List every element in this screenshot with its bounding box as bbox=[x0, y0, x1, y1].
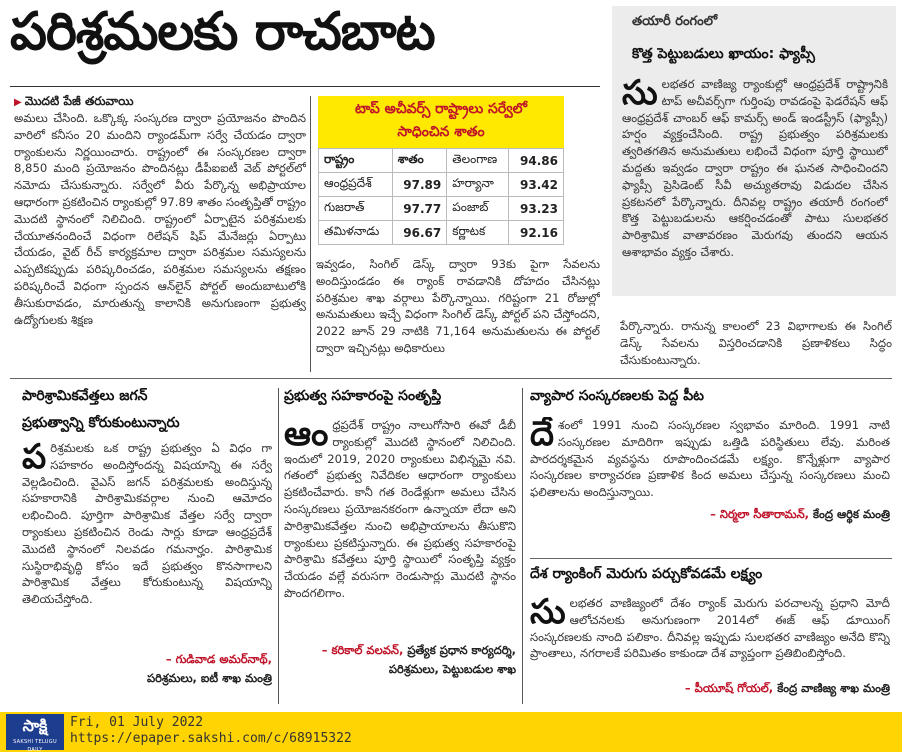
header-state: రాష్ట్రం bbox=[319, 149, 393, 173]
col3-text: పేర్కొన్నారు. రానున్న కాలంలో 23 విభాగాలకు ఈ సింగిల్ డెస్క్ సేవలను విస్తరించడానికి ప్రణాళికలు సిద్ధం చేసుకుంటున్నారు. bbox=[620, 319, 892, 367]
table-cell: గుజరాత్ bbox=[319, 197, 393, 221]
sidebar-box bbox=[612, 6, 896, 296]
box2-sig-name: – కరికాల్ వలవన్, bbox=[321, 643, 404, 657]
box2-text-body: ధ్రప్రదేశ్ రాష్ట్రం నాలుగోసారి ఈవో డీబీ ర్యాంకుల్లో మొదటి స్థానంలో నిలిచింది. ఇందులో 2019, 2020 ర్యాంకులు విభిన్నమై నవి. గతంలో ప్రభుత్వ నివేదికల ఆధారంగా ర్యాంకులు ప్రకటించేవారు. కానీ గత రెండేళ్లుగా అమలు చేసిన సంస్కరణలు ప్రయోజనకరంగా ఉన్నాయా లేదా అని పారిశ్రామికవేత్తల నుంచి అభిప్రాయాలను తీసుకొని ర్యాంకులు ప్రకటిస్తున్నారు. ఈ ప్రభుత్వ సహకారంపై పారిశ్రామి కవేత్తలు పూర్తి స్థాయిలో సంతృప్తి వ్యక్తం చేయడం వల్లే వరుసగా రెండుసార్లు మొదటి స్థానం పొందగలిగాం. bbox=[284, 418, 516, 600]
box4 bbox=[530, 566, 890, 708]
box4-signature bbox=[530, 681, 890, 698]
box4-sig-role: కేంద్ర వాణిజ్య శాఖ మంత్రి bbox=[777, 681, 890, 695]
stats-table-box bbox=[318, 96, 564, 246]
box1-dropcap: ప bbox=[22, 440, 47, 477]
box3-sig-role: కేంద్ర ఆర్థిక మంత్రి bbox=[813, 507, 890, 521]
table-cell: 93.23 bbox=[509, 197, 564, 221]
box3-dropcap: దే bbox=[530, 417, 555, 454]
box2-dropcap: ఆం bbox=[284, 417, 329, 454]
box3-sig-name: – నిర్మలా సీతారామన్, bbox=[710, 507, 810, 521]
sidebar-title1: తయారీ రంగంలో bbox=[632, 14, 718, 29]
box3-text-body: శంలో 1991 నుంచి సంస్కరణల స్వభావం మారింది. 1991 నాటి సంస్కరణల మాదిరిగా ఇప్పుడు ఒత్తిడి పరిస్థితులు లేవు. మరింత పారదర్శకమైన వ్యవస్థను రూపొందించడమే లక్ష్యం. కొన్నేళ్లుగా వ్యాపార సంస్కరణల కార్యాచరణ ప్రణాళిక కింద అమలు చేస్తున్న సంస్కరణలు మంచి ఫలితాలను అందిస్తున్నాయి. bbox=[530, 418, 890, 500]
col2-text: ఇవ్వడం, సింగిల్ డెస్క్ ద్వారా 93కు పైగా సేవలను అందిస్తుండడం ఈ ర్యాంక్ రావడానికి దోహదం చేసినట్లు పరిశ్రమల శాఖ వర్గాలు పేర్కొన్నాయి. గరిష్టంగా 21 రోజుల్లో అనుమతులు ఇచ్చే విధంగా సింగిల్ డెస్క్ పోర్టల్ పని చేస్తోందని, 2022 జూన్ 29 నాటికి 71,164 అనుమతులను ఈ పోర్టల్ ద్వారా ఇచ్చినట్లు అధికారులు bbox=[316, 257, 600, 355]
table-cell: 94.86 bbox=[509, 149, 564, 173]
table-cell: 92.16 bbox=[509, 221, 564, 245]
stats-table-title-line2: సాధించిన శాతం bbox=[397, 124, 485, 140]
table-cell: తెలంగాణ bbox=[447, 149, 509, 173]
continued-label-text: మొదటి పేజీ తరువాయి bbox=[24, 94, 134, 108]
box2-text bbox=[284, 417, 516, 643]
sidebar-dropcap: సు bbox=[622, 76, 658, 113]
logo-subtext: SAKSHI TELUGU DAILY bbox=[13, 739, 57, 753]
col1-text: అమలు చేసింది. ఒక్కొక్క సంస్కరణ ద్వారా ప్రయోజనం పొందిన వారిలో కనీసం 20 మందిని ర్యాండమ్‌గా సర్వే చేయడం ద్వారా ర్యాంకులను నిర్ణయించారు. రాష్ట్రంలో ఈ సంస్కరణల ద్వారా 8,850 మంది ప్రయోజనం పొందినట్లు డీపీఐఐటీ వెబ్ పోర్టల్‌లో నమోదు చేసుకున్నారు. సర్వేలో వీరు పేర్కొన్న అభిప్రాయాల ఆధారంగా ప్రకటించిన ర్యాంకుల్లో 97.89 శాతం సంతృప్తితో రాష్ట్రం మొదటి స్థానంలో నిలిచింది. రాష్ట్రంలో ఏర్పాటైన పరిశ్రమలకు చేయూతనందించే విధంగా రిలేషన్ షిప్ మేనేజర్లు ఏర్పాటు చేయడం, వైట్ రీచ్ కార్యక్రమాల ద్వారా పరిశ్రమల సమస్యలను ఎప్పటికప్పుడు పరిష్కరించడం, పరిశ్రమల సమస్యలను తక్షణం పరిష్కరించే విధంగా స్పందన ఆన్‌లైన్ పోర్టల్ అందుబాటులోకి తీసుకురావడం, మారుతున్న కాలానికి అనుగుణంగా ప్రభుత్వ ఉద్యోగులకు శిక్షణ bbox=[14, 111, 306, 327]
box1-title-line2: ప్రభుత్వాన్ని కోరుకుంటున్నారు bbox=[22, 415, 180, 431]
continued-label bbox=[14, 94, 134, 111]
table-cell: 93.42 bbox=[509, 173, 564, 197]
box1-sig-role: పరిశ్రమలు, ఐటీ శాఖ మంత్రి bbox=[146, 671, 272, 685]
box-divider-h bbox=[530, 558, 892, 559]
section-divider bbox=[10, 378, 892, 379]
box-divider bbox=[522, 388, 523, 704]
box2-sig-role2: పరిశ్రమలు, పెట్టుబడుల శాఖ bbox=[388, 662, 516, 676]
logo-text: సాక్షి bbox=[22, 716, 48, 735]
sidebar-title2: కొత్త పెట్టుబడులు ఖాయం: ఫ్యాప్సీ bbox=[632, 46, 815, 62]
table-header-row bbox=[319, 149, 564, 173]
box4-title: దేశ ర్యాంకింగ్ మెరుగు పర్చుకోవడమే లక్ష్యం bbox=[530, 566, 763, 582]
box4-sig-name: – పీయూష్ గోయల్, bbox=[684, 681, 774, 695]
table-cell: హర్యానా bbox=[447, 173, 509, 197]
table-cell: కర్ణాటక bbox=[447, 221, 509, 245]
box3 bbox=[530, 388, 890, 552]
header-percent: శాతం bbox=[392, 149, 447, 173]
column-divider bbox=[310, 96, 311, 372]
table-row bbox=[319, 173, 564, 197]
triangle-icon: ▶ bbox=[14, 97, 22, 108]
table-cell: ఆంధ్రప్రదేశ్ bbox=[319, 173, 393, 197]
box1 bbox=[22, 388, 272, 708]
sidebar-text bbox=[622, 76, 888, 290]
table-cell: 97.77 bbox=[392, 197, 447, 221]
headline-rule bbox=[10, 86, 600, 87]
stats-table-title bbox=[318, 96, 564, 148]
table-row bbox=[319, 221, 564, 245]
box2-sig-role1: ప్రత్యేక ప్రధాన కార్యదర్శి, bbox=[407, 643, 516, 657]
box3-signature bbox=[530, 507, 890, 524]
box1-text bbox=[22, 440, 272, 650]
box2-signature bbox=[284, 643, 516, 660]
box1-text-body: రిశ్రమలకు ఒక రాష్ట్ర ప్రభుత్వం ఏ విధం గా సహకారం అందిస్తోందన్న విషయాన్ని ఈ సర్వే వెల్లడించింది. వైఎస్ జగన్ పరిశ్రమలకు అందిస్తున్న సహకారానికి పారిశ్రామికవర్గాల నుంచి ఆమోదం లభించింది. పూర్తిగా పారిశ్రామిక వేత్తల సర్వే ద్వారా ర్యాంకులు ప్రకటించిన రెండు సార్లు కూడా ఆంధ్రప్రదేశ్ మొదటి స్థానంలో నిలవడం గమనార్హం. పారిశ్రామిక సుస్థిరాభివృద్ధి కోసం ఇదే ప్రభుత్వం కొనసాగాలని పారిశ్రామిక వేత్తలు కోరుకుంటున్న విషయాన్ని తెలియచేస్తోంది. bbox=[22, 441, 272, 607]
box4-dropcap: సు bbox=[530, 595, 566, 632]
box1-signature bbox=[22, 652, 272, 669]
edition-date: Fri, 01 July 2022 bbox=[70, 715, 204, 730]
stats-table-title-line1: టాప్ అచీవర్స్ రాష్ట్రాలు సర్వేలో bbox=[354, 101, 528, 117]
table-cell: తమిళనాడు bbox=[319, 221, 393, 245]
box-divider bbox=[278, 388, 279, 704]
box3-text bbox=[530, 417, 890, 507]
box4-text bbox=[530, 595, 890, 681]
table-cell: 97.89 bbox=[392, 173, 447, 197]
epaper-url[interactable]: https://epaper.sakshi.com/c/68915322 bbox=[70, 731, 352, 746]
headline: పరిశ్రమలకు రాచబాట bbox=[10, 2, 435, 62]
box1-sig-name: – గుడివాడ అమర్‌నాథ్, bbox=[165, 652, 272, 666]
stats-table bbox=[318, 148, 564, 245]
box3-title: వ్యాపార సంస్కరణలకు పెద్ద పీట bbox=[530, 388, 704, 404]
box2 bbox=[284, 388, 516, 708]
table-row bbox=[319, 197, 564, 221]
box4-text-body: లభతర వాణిజ్యంలో దేశం ర్యాంక్ మెరుగు పరచాలన్న ప్రధాని మోదీ ఆలోచనలకు అనుగుణంగా 2014లో ఈజ్ ఆఫ్ డూయింగ్ సంస్కరణలకు నాంది పలికాం. దీనివల్ల ఇప్పుడు సులభతర వాణిజ్యం అనేది కొన్ని ప్రాంతాలు, నగరాలకే పరిమితం కాకుండా దేశ వ్యాప్తంగా ప్రతిబింబిస్తోంది. bbox=[530, 596, 890, 661]
box1-title-line1: పారిశ్రామికవేత్తలు జగన్ bbox=[22, 388, 148, 404]
table-cell: 96.67 bbox=[392, 221, 447, 245]
box2-title: ప్రభుత్వ సహకారంపై సంతృప్తి bbox=[284, 388, 442, 404]
sidebar-text-body: లభతర వాణిజ్య ర్యాంకుల్లో ఆంధ్రప్రదేశ్ రాష్ట్రానికి టాప్ అచీవర్స్‌గా గుర్తింపు రావడంపై ఫెడరేషన్ ఆఫ్ ఆంధ్రప్రదేశ్ చాంబర్ ఆఫ్ కామర్స్ అండ్ ఇండస్ట్రీస్ (ఫ్యాప్సీ) హర్షం వ్యక్తంచేసింది. రాష్ట్ర ప్రభుత్వం పరిశ్రమలకు త్వరితగతిన అనుమతులు లభించే విధంగా పూర్తి స్థాయిలో మద్దతు ఇవ్వడం ద్వారా రాష్ట్రం ఈ ఘనత సాధించిందని ఫ్యాప్సీ ప్రెసిడెంట్ సీవీ అచ్యుతరావు విడుదల చేసిన ప్రకటనలో పేర్కొన్నారు. దీనివల్ల రాష్ట్రం తయారీ రంగంలో కొత్త పెట్టుబడులను ఆకర్షించడంతో పాటు సులభతర పారిశ్రామిక వాతావరణం మెరుగవు తుందని ఆయన ఆశాభావం వ్యక్తం చేశారు. bbox=[622, 77, 888, 259]
table-cell: పంజాబ్ bbox=[447, 197, 509, 221]
sakshi-logo[interactable] bbox=[6, 714, 64, 753]
